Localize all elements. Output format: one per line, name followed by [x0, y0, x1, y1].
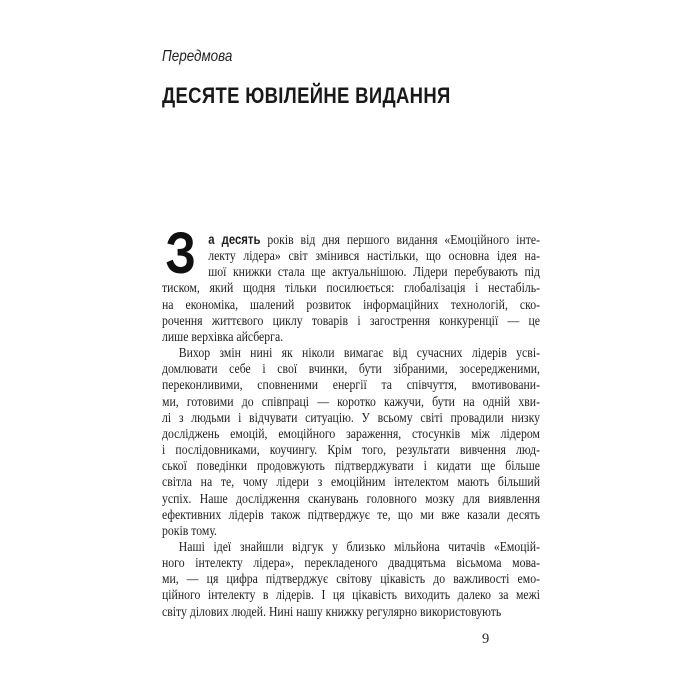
paragraph-3 [162, 540, 540, 621]
lead-in-bold: а десять [208, 232, 261, 247]
page-content [162, 0, 540, 621]
body-line: і послідовниками, коучингу. Крім того, результати вивчення люд- [162, 443, 540, 459]
paragraph-1 [162, 232, 540, 346]
body-line: ефективних лідерів також підтверджує те, що ми вже казали десять [162, 507, 540, 523]
body-text [162, 221, 541, 621]
page-number: 9 [482, 631, 490, 647]
body-line: Наші ідеї знайшли відгук у близько мільйона читачів «Емоцій- [178, 539, 541, 555]
body-line: тиском, який щодня тільки посилюється: глобалізація і нестабіль- [162, 281, 540, 297]
drop-cap: З [165, 221, 196, 286]
chapter-kicker: Передмова [162, 48, 233, 65]
body-line: переконливими, сповненими енергії та співчуття, вмотивовани- [162, 378, 540, 394]
body-line: ми, готовими до співпраці — коротко кажучи, бути на одній хви- [162, 394, 540, 410]
paragraph-2 [162, 346, 540, 540]
body-line: успіх. Наше дослідження сканувань головного мозку для виявлення [162, 491, 540, 507]
body-line: рочення життєвого циклу товарів і загострення конкуренції — це [162, 313, 540, 329]
body-line: лише верхівка айсберга. [162, 329, 284, 345]
body-line: ного інтелекту лідера», перекладеного двадцятьма вісьмома мова- [162, 556, 540, 572]
body-line: світу ділових людей. Нині нашу книжку регулярно використовують [162, 604, 502, 620]
chapter-title: ДЕСЯТЕ ЮВІЛЕЙНЕ ВИДАННЯ [162, 83, 451, 108]
body-line: лекту лідера» світ змінився настільки, що основна ідея на- [208, 249, 540, 265]
body-line: домлювати себе і свої вчинки, бути зібраними, зосередженими, [162, 362, 540, 378]
body-line: шої книжки стала ще актуальнішою. Лідери перебувають під [208, 265, 540, 281]
body-line: ми, — ця цифра підтверджує світову цікавість до важливості емо- [162, 572, 540, 588]
body-line: ційного інтелекту в лідерів. І ця цікавість виходить далеко за межі [162, 588, 540, 604]
body-line: ської поведінки продовжують підтверджувати і кидати ще більше [162, 459, 540, 475]
body-line: років тому. [162, 523, 217, 539]
body-line: Вихор змін нині як ніколи вимагає від сучасних лідерів усві- [178, 346, 541, 362]
body-line: на економіка, шалений розвиток інформаційних технологій, ско- [162, 297, 540, 313]
body-line: світла на те, чому лідери з емоційним інтелектом мають більший [162, 475, 540, 491]
body-line: досліджень емоцій, емоційного зараження, стосунків між лідером [162, 426, 540, 442]
body-line: лі з людьми і відчувати ситуацію. У всьому світі провадили низку [162, 410, 540, 426]
body-line: а десять років від дня першого видання «Емоційного інте- [208, 232, 540, 248]
